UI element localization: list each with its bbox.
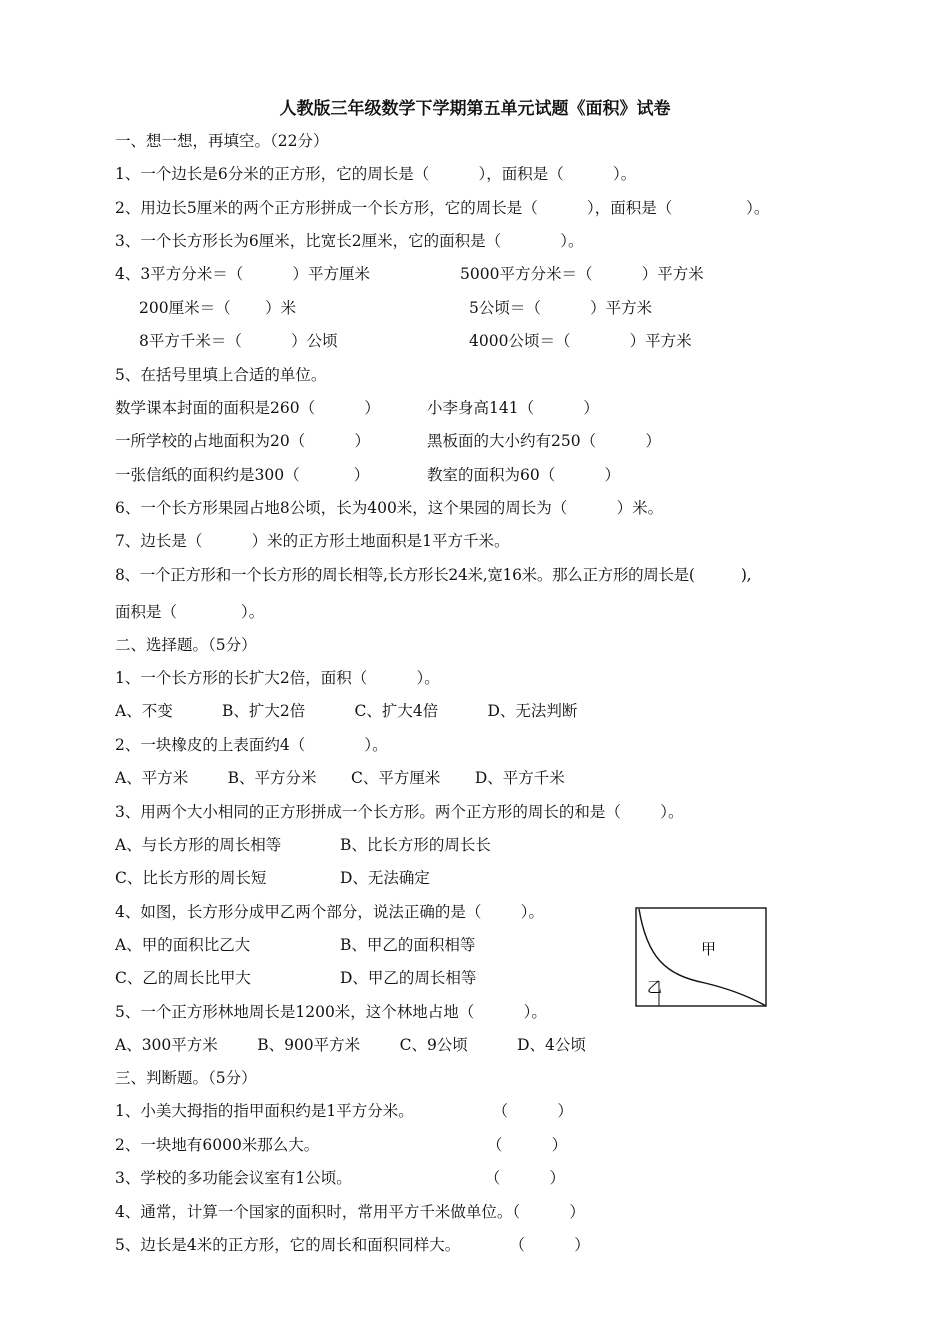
s1-q5-row2-left: 一所学校的占地面积为20（ ） (115, 432, 370, 450)
s1-question-6: 6、一个长方形果园占地8公顷，长为400米，这个果园的周长为（ ）米。 (115, 499, 664, 517)
s1-q5-row1-right: 小李身高141（ ） (427, 399, 599, 417)
figure-label-yi: 乙 (647, 978, 663, 996)
s2-q3-option-a: A、与长方形的周长相等 (115, 836, 282, 854)
s1-question-2: 2、用边长5厘米的两个正方形拼成一个长方形，它的周长是（ ），面积是（ ）。 (115, 199, 770, 217)
section2-heading: 二、选择题。（5分） (115, 636, 257, 654)
rectangle-division-figure (635, 907, 769, 1009)
s1-question-3: 3、一个长方形长为6厘米，比宽长2厘米，它的面积是（ ）。 (115, 232, 584, 250)
s2-q4-option-c: C、乙的周长比甲大 (115, 969, 251, 987)
s3-question-3: 3、学校的多功能会议室有1公顷。 （ ） (115, 1169, 566, 1187)
s3-question-5: 5、边长是4米的正方形，它的周长和面积同样大。 （ ） (115, 1236, 590, 1254)
s1-q5-row3-left: 一张信纸的面积约是300（ ） (115, 466, 370, 484)
s2-q2-options: A、平方米 B、平方分米 C、平方厘米 D、平方千米 (115, 769, 565, 787)
page-title: 人教版三年级数学下学期第五单元试题《面积》试卷 (279, 99, 671, 119)
s2-question-1: 1、一个长方形的长扩大2倍，面积（ ）。 (115, 669, 440, 687)
s1-q5-intro: 5、在括号里填上合适的单位。 (115, 366, 327, 384)
s1-q5-row1-left: 数学课本封面的面积是260（ ） (115, 399, 380, 417)
s1-q4-row2-left: 200厘米＝（ ）米 (139, 299, 297, 317)
s1-q4-row2-right: 5公顷＝（ ）平方米 (469, 299, 653, 317)
s1-q4-row3-left: 8平方千米＝（ ）公顷 (139, 332, 338, 350)
s1-q4-row1-left: 4、3平方分米＝（ ）平方厘米 (115, 265, 370, 283)
s3-question-1: 1、小美大拇指的指甲面积约是1平方分米。 （ ） (115, 1102, 573, 1120)
figure-label-jia: 甲 (701, 940, 717, 958)
s1-q4-row1-right: 5000平方分米＝（ ）平方米 (460, 265, 704, 283)
s1-q4-row3-right: 4000公顷＝（ ）平方米 (469, 332, 692, 350)
s3-question-2: 2、一块地有6000米那么大。 （ ） (115, 1136, 568, 1154)
s2-q3-option-b: B、比长方形的周长长 (340, 836, 491, 854)
s2-q3-option-c: C、比长方形的周长短 (115, 869, 267, 887)
s1-question-7: 7、边长是（ ）米的正方形土地面积是1平方千米。 (115, 532, 510, 550)
section3-heading: 三、判断题。（5分） (115, 1069, 257, 1087)
s3-question-4: 4、通常，计算一个国家的面积时，常用平方千米做单位。（ ） (115, 1203, 585, 1221)
s1-q5-row2-right: 黑板面的大小约有250（ ） (427, 432, 661, 450)
s1-question-1: 1、一个边长是6分米的正方形，它的周长是（ ），面积是（ ）。 (115, 165, 637, 183)
s2-q5-options: A、300平方米 B、900平方米 C、9公顷 D、4公顷 (115, 1036, 586, 1054)
s1-question-8-line2: 面积是（ ）。 (115, 603, 265, 621)
s2-question-4: 4、如图，长方形分成甲乙两个部分，说法正确的是（ ）。 (115, 903, 545, 921)
section1-heading: 一、想一想，再填空。（22分） (115, 132, 329, 150)
s2-q4-option-b: B、甲乙的面积相等 (340, 936, 476, 954)
s2-q4-option-d: D、甲乙的周长相等 (340, 969, 477, 987)
s2-question-3: 3、用两个大小相同的正方形拼成一个长方形。两个正方形的周长的和是（ ）。 (115, 803, 684, 821)
s2-question-5: 5、一个正方形林地周长是1200米，这个林地占地（ ）。 (115, 1003, 547, 1021)
s1-q5-row3-right: 教室的面积为60（ ） (427, 466, 620, 484)
s2-q4-option-a: A、甲的面积比乙大 (115, 936, 251, 954)
s2-q3-option-d: D、无法确定 (340, 869, 430, 887)
s2-question-2: 2、一块橡皮的上表面约4（ ）。 (115, 736, 388, 754)
s2-q1-options: A、不变 B、扩大2倍 C、扩大4倍 D、无法判断 (115, 702, 578, 720)
s1-question-8-line1: 8、一个正方形和一个长方形的周长相等,长方形长24米,宽16米。那么正方形的周长是( ), (115, 566, 752, 584)
